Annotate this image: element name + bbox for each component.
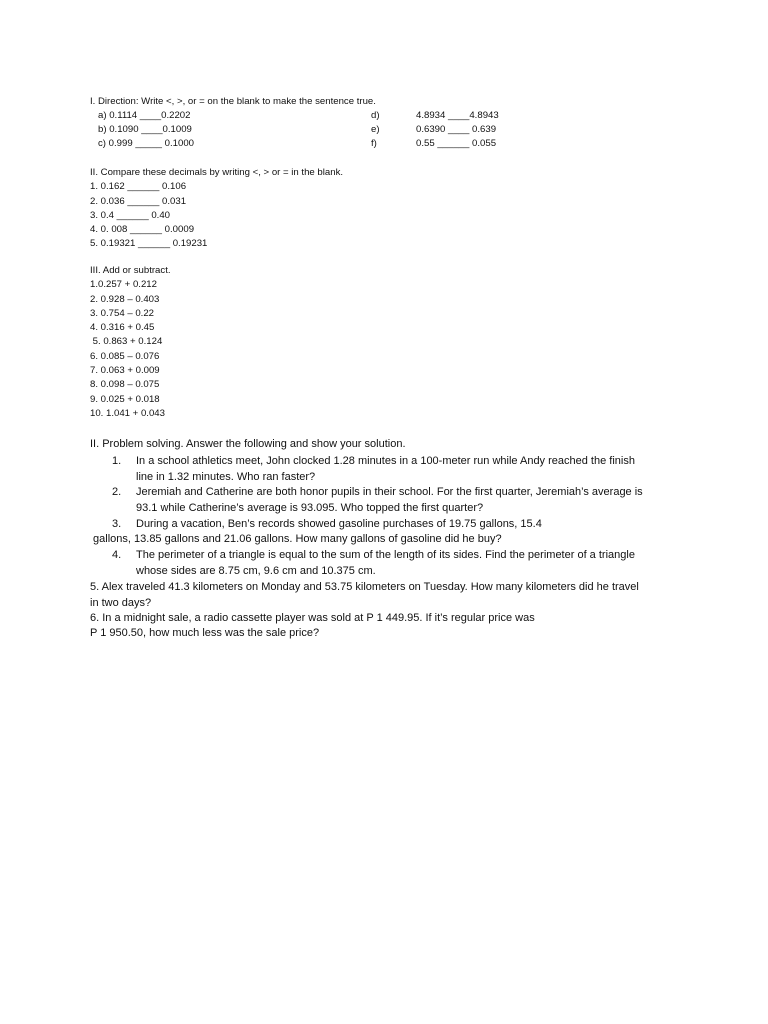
section3-item: 5. 0.863 + 0.124: [90, 336, 163, 348]
section3-item: 7. 0.063 + 0.009: [90, 365, 160, 377]
section1-item-a: a) 0.1114 ____0.2202: [98, 110, 191, 121]
problem3-line1: During a vacation, Ben’s records showed gasoline purchases of 19.75 gallons, 15.4: [136, 518, 542, 530]
section1-item-b: b) 0.1090 ____0.1009: [98, 124, 192, 135]
section3-item: 10. 1.041 + 0.043: [90, 407, 165, 419]
problem2-line2: 93.1 while Catherine’s average is 93.095. Who topped the first quarter?: [136, 502, 484, 514]
problem4-line1: The perimeter of a triangle is equal to the sum of the length of its sides. Find the perimeter of a triangle: [136, 549, 635, 561]
section3-item: 3. 0.754 – 0.22: [90, 307, 155, 319]
section1-item-e: 0.6390 ____ 0.639: [416, 124, 497, 135]
problem1-number: 1.: [112, 455, 122, 467]
section3-heading: III. Add or subtract.: [90, 265, 171, 276]
problem3-number: 3.: [112, 518, 122, 530]
problem6-line1: 6. In a midnight sale, a radio cassette player was sold at P 1 449.95. If it’s regular price was: [90, 612, 535, 624]
section4-heading: II. Problem solving. Answer the following and show your solution.: [90, 438, 406, 450]
section2: [90, 166, 343, 252]
problem3-line2: gallons, 13.85 gallons and 21.06 gallons. How many gallons of gasoline did he buy?: [90, 533, 502, 545]
problem6-line2: P 1 950.50, how much less was the sale price?: [90, 627, 320, 639]
section3: [90, 264, 171, 421]
section2-item: 5. 0.19321 ______ 0.19231: [90, 238, 208, 250]
section1-item-f: 0.55 ______ 0.055: [416, 138, 497, 149]
section2-item: 3. 0.4 ______ 0.40: [90, 209, 171, 221]
section3-item: 2. 0.928 – 0.403: [90, 293, 160, 305]
problem4-line2: whose sides are 8.75 cm, 9.6 cm and 10.375 cm.: [136, 565, 376, 577]
problem1-line2: line in 1.32 minutes. Who ran faster?: [136, 471, 316, 483]
section3-item: 9. 0.025 + 0.018: [90, 393, 160, 405]
problem2-line1: Jeremiah and Catherine are both honor pupils in their school. For the first quarter, Jeremiah’s average is: [136, 486, 643, 498]
section2-item: 4. 0. 008 ______ 0.0009: [90, 224, 195, 236]
section2-item: 1. 0.162 ______ 0.106: [90, 181, 187, 193]
section3-item: 8. 0.098 – 0.075: [90, 379, 160, 391]
problem4-number: 4.: [112, 549, 122, 561]
section3-item: 1.0.257 + 0.212: [90, 279, 157, 291]
section1-item-c: c) 0.999 _____ 0.1000: [98, 138, 195, 149]
section3-item: 6. 0.085 – 0.076: [90, 350, 160, 362]
section1-item-d: 4.8934 ____4.8943: [416, 110, 499, 121]
section1-label-d: d): [371, 110, 380, 121]
problem5-line2: in two days?: [90, 597, 152, 609]
section3-item: 4. 0.316 + 0.45: [90, 322, 155, 334]
problem5-line1: 5. Alex traveled 41.3 kilometers on Monday and 53.75 kilometers on Tuesday. How many kilometers did he travel: [90, 581, 639, 593]
section2-item: 2. 0.036 ______ 0.031: [90, 195, 187, 207]
section1-heading: I. Direction: Write <, >, or = on the blank to make the sentence true.: [90, 96, 376, 107]
section1-label-e: e): [371, 124, 380, 135]
section1-label-f: f): [371, 138, 377, 149]
section2-heading: II. Compare these decimals by writing <, > or = in the blank.: [90, 167, 344, 178]
problem1-line1: In a school athletics meet, John clocked 1.28 minutes in a 100-meter run while Andy reached the finish: [136, 455, 635, 467]
problem2-number: 2.: [112, 486, 122, 498]
